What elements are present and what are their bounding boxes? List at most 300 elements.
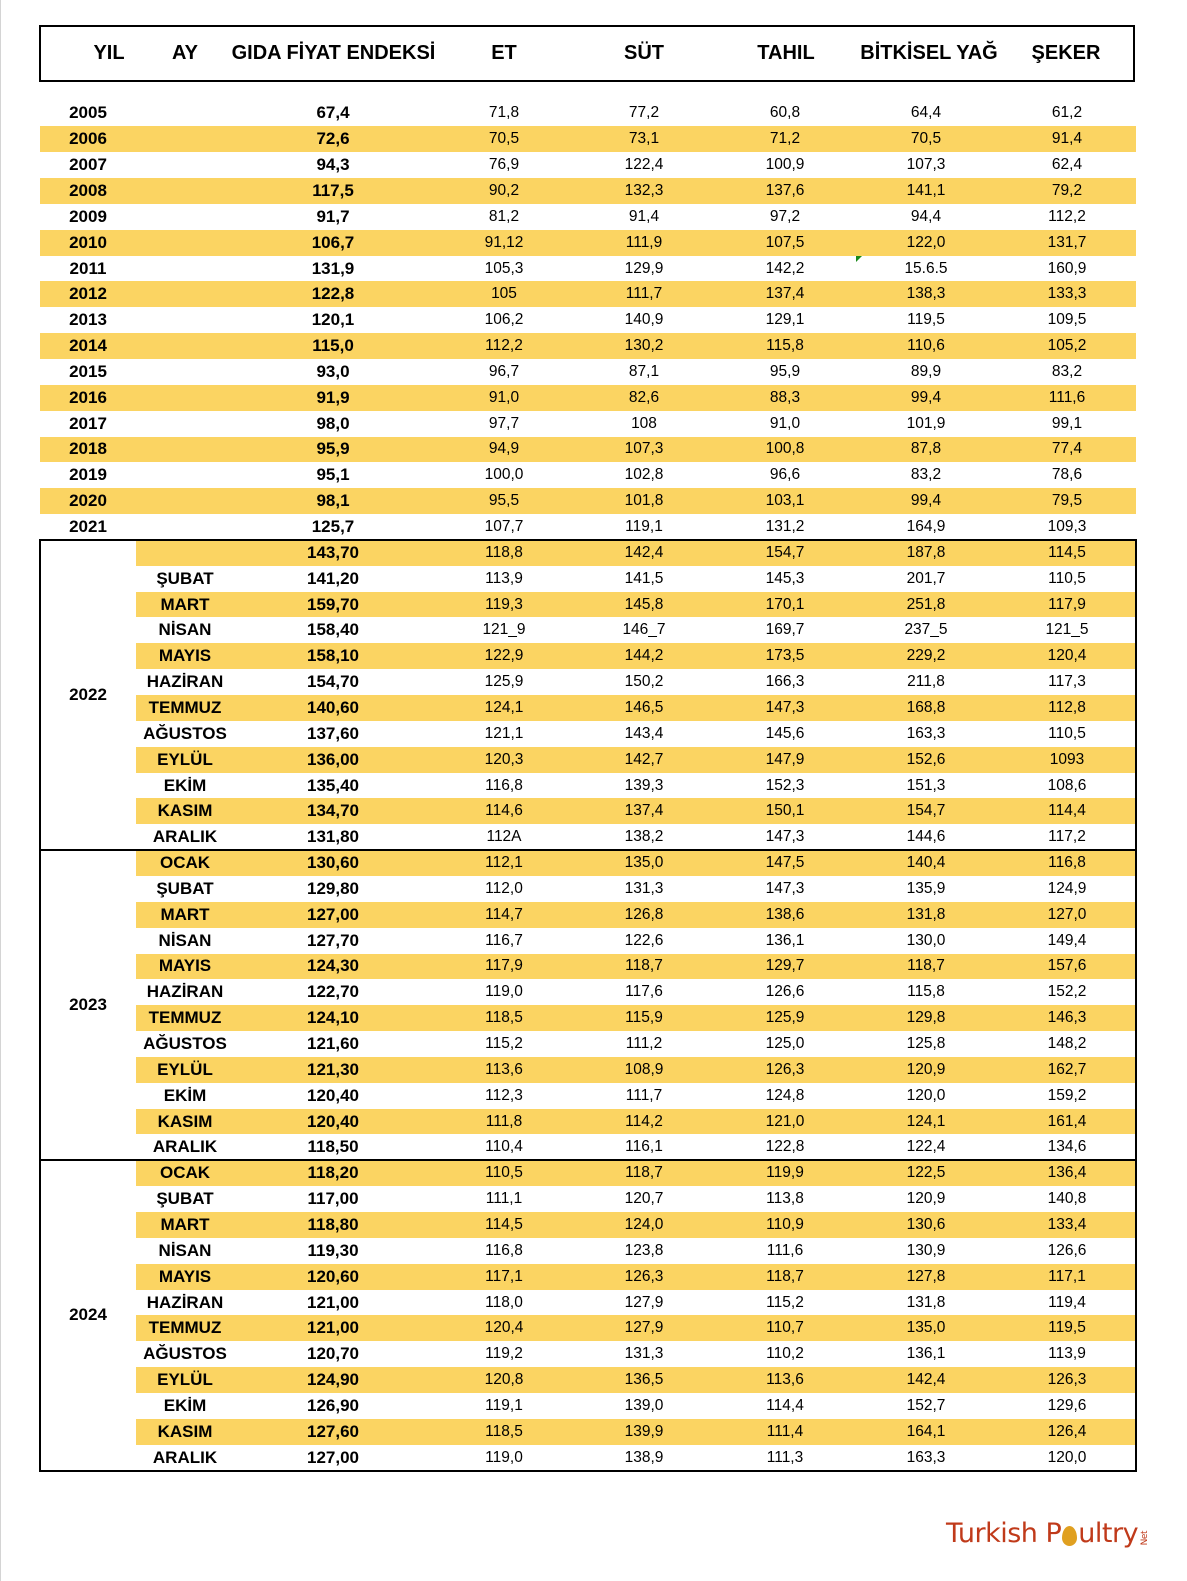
cell-sugar: 113,9 (1048, 1345, 1086, 1363)
cell-month (136, 437, 234, 463)
cell-cereals: 115,2 (766, 1293, 804, 1311)
cell-cereals: 129,7 (765, 957, 805, 975)
cell-vegetable-oil: 168,8 (906, 698, 946, 716)
cell-cereals: 173,5 (765, 647, 805, 665)
header-sugar: ŞEKER (1031, 42, 1101, 64)
cell-year: 2020 (69, 491, 107, 511)
cell-food-price-index: 125,7 (311, 517, 355, 537)
header-month: AY (172, 42, 198, 64)
cell-vegetable-oil: 135,9 (906, 879, 946, 897)
cell-meat: 114,5 (485, 1215, 523, 1233)
cell-sugar: 140,8 (1047, 1190, 1087, 1208)
cell-vegetable-oil: 120,0 (906, 1086, 946, 1104)
cell-meat: 76,9 (488, 156, 520, 174)
cell-food-price-index: 121,60 (307, 1034, 359, 1054)
cell-food-price-index: 129,80 (307, 878, 359, 898)
cell-month (136, 126, 234, 152)
cell-cereals: 129,1 (765, 311, 805, 329)
cell-vegetable-oil: 125,8 (906, 1035, 946, 1053)
cell-cereals: 111,6 (766, 1241, 804, 1259)
cell-month (136, 281, 234, 307)
cell-cereals: 111,4 (766, 1422, 804, 1440)
cell-cereals: 170,1 (765, 595, 805, 613)
cell-sugar: 126,4 (1047, 1422, 1087, 1440)
cell-month: EKİM (163, 1395, 207, 1415)
cell-meat: 107,7 (484, 518, 524, 536)
cell-dairy: 118,7 (625, 957, 663, 975)
cell-sugar: 114,4 (1048, 802, 1086, 820)
cell-dairy: 127,9 (624, 1319, 664, 1337)
logo-text-2: ultry (1078, 1518, 1139, 1549)
cell-meat: 71,8 (488, 104, 520, 122)
table-row (40, 256, 1136, 282)
table-row (40, 333, 1136, 359)
cell-year: 2021 (69, 517, 107, 537)
cell-meat: 116,7 (485, 931, 523, 949)
cell-dairy: 115,9 (625, 1009, 663, 1027)
cell-food-price-index: 159,70 (307, 594, 359, 614)
cell-vegetable-oil: 164,9 (906, 518, 946, 536)
cell-vegetable-oil: 127,8 (906, 1267, 946, 1285)
cell-meat: 100,0 (484, 466, 524, 484)
cell-cereals: 110,2 (766, 1345, 804, 1363)
cell-month: AĞUSTOS (143, 1344, 227, 1364)
cell-meat: 119,2 (485, 1345, 523, 1363)
cell-vegetable-oil: 101,9 (906, 414, 946, 432)
cell-vegetable-oil: 122,4 (906, 1138, 946, 1156)
cell-sugar: 136,4 (1047, 1164, 1087, 1182)
cell-food-price-index: 98,1 (316, 491, 350, 511)
cell-year: 2014 (69, 336, 107, 356)
cell-food-price-index: 95,9 (316, 439, 350, 459)
cell-sugar: 131,7 (1047, 233, 1087, 251)
group-year-label: 2024 (69, 1305, 107, 1325)
cell-dairy: 150,2 (624, 673, 664, 691)
cell-dairy: 142,7 (624, 750, 664, 768)
cell-dairy: 131,3 (624, 879, 664, 897)
cell-dairy: 124,0 (624, 1215, 664, 1233)
cell-month: KASIM (157, 1421, 213, 1441)
cell-cereals: 115,8 (766, 337, 804, 355)
cell-vegetable-oil: 120,9 (906, 1190, 946, 1208)
cell-meat: 118,8 (485, 543, 523, 561)
cell-meat: 113,6 (485, 1060, 523, 1078)
cell-meat: 124,1 (484, 698, 524, 716)
cell-month (136, 204, 234, 230)
cell-dairy: 126,3 (624, 1267, 664, 1285)
cell-cereals: 110,9 (766, 1215, 804, 1233)
cell-year: 2019 (69, 465, 107, 485)
cell-meat: 117,1 (485, 1267, 523, 1285)
egg-icon (1062, 1526, 1077, 1546)
cell-meat: 115,2 (485, 1035, 523, 1053)
cell-cereals: 147,9 (765, 750, 805, 768)
cell-meat: 120,3 (484, 750, 524, 768)
cell-sugar: 149,4 (1047, 931, 1087, 949)
cell-cereals: 121,0 (765, 1112, 805, 1130)
cell-food-price-index: 122,8 (311, 284, 355, 304)
cell-dairy: 139,0 (624, 1396, 664, 1414)
cell-month: MART (160, 594, 210, 614)
cell-cereals: 150,1 (765, 802, 805, 820)
cell-month: AĞUSTOS (143, 723, 227, 743)
cell-sugar: 112,2 (1048, 207, 1086, 225)
cell-sugar: 62,4 (1051, 156, 1083, 174)
cell-month: EKİM (163, 775, 207, 795)
table-row (40, 230, 1136, 256)
cell-cereals: 147,3 (765, 879, 805, 897)
cell-sugar: 119,5 (1048, 1319, 1086, 1337)
cell-sugar: 157,6 (1047, 957, 1087, 975)
cell-food-price-index: 158,10 (307, 646, 359, 666)
cell-month: HAZİRAN (146, 1292, 224, 1312)
cell-dairy: 127,9 (624, 1293, 664, 1311)
cell-vegetable-oil: 141,1 (906, 181, 946, 199)
cell-food-price-index: 117,00 (307, 1189, 359, 1209)
cell-sugar: 152,2 (1047, 983, 1087, 1001)
header-vegetable-oil: BİTKİSEL YAĞ (860, 42, 998, 64)
cell-meat: 125,9 (484, 673, 524, 691)
cell-year: 2007 (69, 155, 107, 175)
cell-sugar: 126,6 (1047, 1241, 1087, 1259)
cell-vegetable-oil: 70,5 (910, 130, 942, 148)
cell-meat: 121,1 (484, 724, 524, 742)
cell-food-price-index: 93,0 (316, 361, 350, 381)
cell-month (136, 462, 234, 488)
cell-meat: 121_9 (482, 621, 526, 639)
cell-cereals: 138,6 (765, 905, 805, 923)
cell-meat: 70,5 (488, 130, 520, 148)
cell-dairy: 126,8 (624, 905, 664, 923)
cell-food-price-index: 91,9 (316, 387, 350, 407)
cell-sugar: 78,6 (1051, 466, 1083, 484)
cell-vegetable-oil: 124,1 (906, 1112, 946, 1130)
cell-dairy: 118,7 (625, 1164, 663, 1182)
cell-cereals: 122,8 (765, 1138, 805, 1156)
cell-food-price-index: 121,00 (307, 1292, 359, 1312)
cell-cereals: 110,7 (766, 1319, 804, 1337)
cell-meat: 119,3 (485, 595, 523, 613)
cell-food-price-index: 126,90 (307, 1395, 359, 1415)
cell-month: TEMMUZ (148, 1008, 222, 1028)
cell-cereals: 145,3 (765, 569, 805, 587)
cell-vegetable-oil: 152,6 (906, 750, 946, 768)
cell-dairy: 101,8 (624, 492, 664, 510)
cell-sugar: 114,5 (1048, 543, 1086, 561)
cell-meat: 112,3 (485, 1086, 523, 1104)
cell-sugar: 117,2 (1048, 828, 1086, 846)
cell-dairy: 111,7 (625, 285, 663, 303)
cell-cereals: 136,1 (765, 931, 805, 949)
cell-cereals: 131,2 (765, 518, 805, 536)
cell-vegetable-oil: 140,4 (906, 854, 946, 872)
page-edge (0, 0, 1, 1581)
cell-meat: 90,2 (488, 181, 520, 199)
cell-food-price-index: 141,20 (307, 568, 359, 588)
cell-year: 2008 (69, 180, 107, 200)
cell-sugar: 127,0 (1047, 905, 1087, 923)
table-row (40, 437, 1136, 463)
cell-vegetable-oil: 115,8 (907, 983, 945, 1001)
cell-sugar: 109,3 (1047, 518, 1087, 536)
cell-vegetable-oil: 131,8 (906, 1293, 946, 1311)
cell-sugar: 111,6 (1048, 388, 1086, 406)
cell-month: HAZİRAN (146, 672, 224, 692)
cell-meat: 120,4 (484, 1319, 524, 1337)
cell-sugar: 79,5 (1051, 492, 1083, 510)
cell-year: 2012 (69, 284, 107, 304)
cell-month: NİSAN (158, 620, 212, 640)
cell-dairy: 122,4 (624, 156, 664, 174)
cell-year: 2015 (69, 361, 107, 381)
cell-meat: 110,4 (485, 1138, 523, 1156)
cell-vegetable-oil: 64,4 (910, 104, 942, 122)
cell-cereals: 100,8 (765, 440, 805, 458)
cell-vegetable-oil: 122,5 (906, 1164, 946, 1182)
cell-meat: 94,9 (488, 440, 520, 458)
table-row (40, 514, 1136, 540)
cell-sugar: 160,9 (1047, 259, 1087, 277)
cell-month: AĞUSTOS (143, 1034, 227, 1054)
cell-cereals: 147,5 (765, 854, 805, 872)
cell-cereals: 60,8 (769, 104, 801, 122)
cell-food-price-index: 140,60 (307, 697, 359, 717)
cell-sugar: 133,4 (1047, 1215, 1087, 1233)
table-row (40, 411, 1136, 437)
cell-cereals: 147,3 (765, 698, 805, 716)
cell-food-price-index: 115,0 (312, 336, 354, 356)
cell-dairy: 138,2 (624, 828, 664, 846)
cell-vegetable-oil: 120,9 (906, 1060, 946, 1078)
cell-cereals: 125,0 (765, 1035, 805, 1053)
cell-sugar: 116,8 (1048, 854, 1086, 872)
cell-month: ARALIK (152, 827, 218, 847)
cell-food-price-index: 117,5 (312, 180, 354, 200)
cell-sugar: 61,2 (1051, 104, 1083, 122)
cell-month: HAZİRAN (146, 982, 224, 1002)
cell-vegetable-oil: 94,4 (910, 207, 942, 225)
header-dairy: SÜT (624, 42, 664, 64)
cell-year: 2016 (69, 387, 107, 407)
header-meat: ET (491, 42, 517, 64)
cell-food-price-index: 118,80 (307, 1214, 359, 1234)
cell-meat: 81,2 (488, 207, 520, 225)
cell-dairy: 122,6 (624, 931, 664, 949)
cell-vegetable-oil: 119,5 (907, 311, 945, 329)
cell-dairy: 138,9 (624, 1448, 664, 1466)
cell-dairy: 108,9 (624, 1060, 664, 1078)
logo-suffix: Net (1140, 1530, 1151, 1545)
cell-month: MAYIS (158, 1266, 212, 1286)
cell-cereals: 114,4 (766, 1396, 804, 1414)
cell-meat: 96,7 (488, 362, 520, 380)
cell-cereals: 152,3 (765, 776, 805, 794)
cell-month: ŞUBAT (156, 878, 214, 898)
cell-dairy: 143,4 (624, 724, 664, 742)
cell-sugar: 124,9 (1047, 879, 1087, 897)
cell-dairy: 87,1 (628, 362, 660, 380)
cell-cereals: 124,8 (765, 1086, 805, 1104)
cell-vegetable-oil: 99,4 (910, 492, 942, 510)
cell-cereals: 113,8 (766, 1190, 804, 1208)
cell-cereals: 119,9 (766, 1164, 804, 1182)
cell-dairy: 82,6 (628, 388, 660, 406)
cell-month: KASIM (157, 1111, 213, 1131)
cell-month: MAYIS (158, 956, 212, 976)
cell-cereals: 88,3 (769, 388, 801, 406)
table-row (40, 359, 1136, 385)
cell-meat: 91,12 (484, 233, 524, 251)
cell-food-price-index: 120,70 (307, 1344, 359, 1364)
cell-food-price-index: 136,00 (307, 749, 359, 769)
cell-sugar: 119,4 (1048, 1293, 1086, 1311)
table-header (39, 25, 1135, 82)
cell-food-price-index: 120,40 (307, 1111, 359, 1131)
cell-food-price-index: 124,30 (307, 956, 359, 976)
cell-meat: 111,1 (485, 1190, 523, 1208)
cell-month: ŞUBAT (156, 568, 214, 588)
cell-dairy: 136,5 (624, 1371, 664, 1389)
cell-meat: 106,2 (484, 311, 524, 329)
cell-vegetable-oil: 87,8 (910, 440, 942, 458)
cell-dairy: 107,3 (624, 440, 664, 458)
cell-sugar: 112,8 (1048, 698, 1086, 716)
cell-food-price-index: 127,70 (307, 930, 359, 950)
cell-dairy: 111,7 (625, 1086, 663, 1104)
cell-cereals: 154,7 (765, 543, 805, 561)
cell-dairy: 116,1 (625, 1138, 663, 1156)
cell-dairy: 145,8 (624, 595, 664, 613)
cell-month: MART (160, 904, 210, 924)
cell-sugar: 126,3 (1047, 1371, 1087, 1389)
cell-cereals: 169,7 (765, 621, 805, 639)
cell-food-price-index: 122,70 (307, 982, 359, 1002)
cell-meat: 105,3 (484, 259, 524, 277)
cell-vegetable-oil: 144,6 (906, 828, 946, 846)
cell-food-price-index: 154,70 (307, 672, 359, 692)
cell-month: EKİM (163, 1085, 207, 1105)
cell-month (136, 333, 234, 359)
cell-sugar: 134,6 (1047, 1138, 1087, 1156)
cell-month (136, 359, 234, 385)
cell-vegetable-oil: 118,7 (907, 957, 945, 975)
cell-vegetable-oil: 130,9 (906, 1241, 946, 1259)
cell-vegetable-oil: 129,8 (906, 1009, 946, 1027)
cell-food-price-index: 158,40 (307, 620, 359, 640)
cell-food-price-index: 94,3 (316, 155, 350, 175)
cell-dairy: 108 (631, 414, 657, 432)
cell-sugar: 117,1 (1048, 1267, 1086, 1285)
cell-dairy: 77,2 (628, 104, 660, 122)
header-cereals: TAHIL (757, 42, 815, 64)
cell-month (136, 101, 234, 127)
cell-sugar: 77,4 (1051, 440, 1083, 458)
cell-cereals: 166,3 (765, 673, 805, 691)
cell-month: NİSAN (158, 1240, 212, 1260)
cell-dairy: 130,2 (624, 337, 664, 355)
cell-meat: 119,0 (485, 1448, 523, 1466)
cell-sugar: 91,4 (1051, 130, 1083, 148)
cell-vegetable-oil: 154,7 (906, 802, 946, 820)
cell-sugar: 99,1 (1051, 414, 1083, 432)
cell-cereals: 95,9 (769, 362, 801, 380)
cell-food-price-index: 131,9 (311, 258, 355, 278)
cell-food-price-index: 131,80 (307, 827, 359, 847)
cell-vegetable-oil: 136,1 (906, 1345, 946, 1363)
cell-meat: 114,7 (485, 905, 523, 923)
cell-month: KASIM (157, 801, 213, 821)
cell-vegetable-oil: 251,8 (906, 595, 946, 613)
cell-vegetable-oil: 151,3 (906, 776, 946, 794)
cell-cereals: 111,3 (766, 1448, 804, 1466)
table-row (40, 307, 1136, 333)
cell-cereals: 71,2 (769, 130, 801, 148)
cell-month (136, 385, 234, 411)
cell-dairy: 129,9 (624, 259, 664, 277)
header-food-price-index: GIDA FİYAT ENDEKSİ (231, 42, 436, 64)
cell-sugar: 133,3 (1047, 285, 1087, 303)
cell-food-price-index: 130,60 (307, 853, 359, 873)
cell-sugar: 117,9 (1048, 595, 1086, 613)
cell-food-price-index: 121,00 (307, 1318, 359, 1338)
cell-month (136, 152, 234, 178)
cell-food-price-index: 127,60 (307, 1421, 359, 1441)
cell-meat: 119,0 (485, 983, 523, 1001)
cell-dairy: 111,2 (625, 1035, 663, 1053)
cell-food-price-index: 95,1 (316, 465, 350, 485)
cell-meat: 112,1 (485, 854, 523, 872)
cell-year: 2011 (69, 258, 107, 278)
cell-dairy: 139,9 (624, 1422, 664, 1440)
cell-dairy: 141,5 (624, 569, 664, 587)
cell-cereals: 91,0 (769, 414, 801, 432)
cell-year: 2017 (69, 413, 107, 433)
cell-sugar: 83,2 (1051, 362, 1083, 380)
cell-meat: 114,6 (485, 802, 523, 820)
cell-year: 2006 (69, 129, 107, 149)
cell-sugar: 117,3 (1048, 673, 1086, 691)
cell-month: MART (160, 1214, 210, 1234)
cell-meat: 119,1 (485, 1396, 523, 1414)
cell-month (136, 178, 234, 204)
cell-month (136, 256, 234, 282)
table-row (40, 101, 1136, 127)
cell-vegetable-oil: 164,1 (906, 1422, 946, 1440)
cell-dairy: 102,8 (624, 466, 664, 484)
cell-sugar: 148,2 (1047, 1035, 1087, 1053)
cell-meat: 120,8 (484, 1371, 524, 1389)
cell-sugar: 120,0 (1047, 1448, 1087, 1466)
cell-sugar: 110,5 (1048, 569, 1086, 587)
cell-cereals: 103,1 (765, 492, 805, 510)
cell-meat: 112,2 (485, 337, 523, 355)
cell-cereals: 97,2 (769, 207, 801, 225)
cell-vegetable-oil: 142,4 (906, 1371, 946, 1389)
cell-sugar: 110,5 (1048, 724, 1086, 742)
cell-cereals: 147,3 (765, 828, 805, 846)
cell-food-price-index: 118,20 (307, 1163, 359, 1183)
table-row (40, 281, 1136, 307)
cell-dairy: 91,4 (628, 207, 660, 225)
cell-sugar: 159,2 (1047, 1086, 1087, 1104)
cell-vegetable-oil: 201,7 (906, 569, 946, 587)
cell-vegetable-oil: 99,4 (910, 388, 942, 406)
cell-dairy: 111,9 (625, 233, 663, 251)
cell-sugar: 109,5 (1047, 311, 1087, 329)
cell-food-price-index: 106,7 (311, 232, 355, 252)
cell-meat: 105 (491, 285, 517, 303)
cell-vegetable-oil: 237_5 (904, 621, 948, 639)
